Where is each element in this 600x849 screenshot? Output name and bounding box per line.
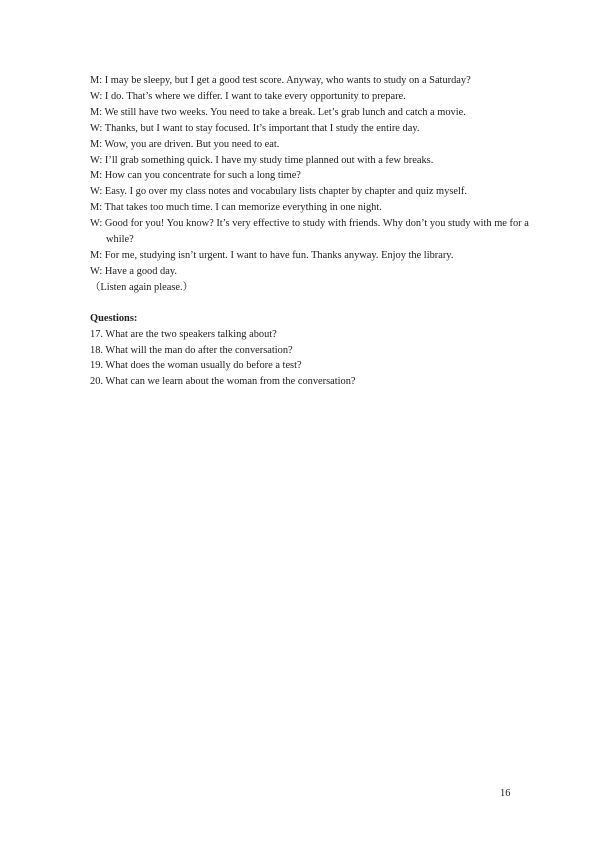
questions-heading: Questions: — [90, 312, 138, 324]
dialogue-line: W: I do. That’s where we differ. I want to take every opportunity to prepare. — [90, 90, 406, 102]
page-number: 16 — [500, 788, 511, 799]
dialogue-line: W: Good for you! You know? It’s very effective to study with friends. Why don’t you study with me for a while? — [90, 218, 529, 246]
dialogue-line: W: I’ll grab something quick. I have my study time planned out with a few breaks. — [90, 154, 434, 166]
dialogue-line: M: We still have two weeks. You need to take a break. Let’s grab lunch and catch a movie. — [90, 106, 466, 118]
question-item: 17. What are the two speakers talking about? — [90, 328, 277, 340]
dialogue-line: W: Thanks, but I want to stay focused. It’s important that I study the entire day. — [90, 122, 420, 134]
dialogue-line: M: How can you concentrate for such a long time? — [90, 170, 301, 182]
question-item: 18. What will the man do after the conversation? — [90, 344, 293, 356]
dialogue-line: M: I may be sleepy, but I get a good test score. Anyway, who wants to study on a Saturday? — [90, 75, 471, 86]
section-gap — [90, 296, 530, 311]
dialogue-line: M: For me, studying isn’t urgent. I want to have fun. Thanks anyway. Enjoy the library. — [90, 249, 454, 261]
repeat-note: （Listen again please.） — [90, 281, 194, 293]
document-body — [90, 73, 530, 390]
dialogue-line: W: Easy. I go over my class notes and vocabulary lists chapter by chapter and quiz myself. — [90, 186, 467, 198]
dialogue-line: M: That takes too much time. I can memorize everything in one night. — [90, 202, 382, 214]
question-item: 19. What does the woman usually do before a test? — [90, 360, 302, 372]
question-item: 20. What can we learn about the woman from the conversation? — [90, 376, 356, 388]
dialogue-line: M: Wow, you are driven. But you need to eat. — [90, 138, 280, 150]
dialogue-line: W: Have a good day. — [90, 265, 177, 277]
